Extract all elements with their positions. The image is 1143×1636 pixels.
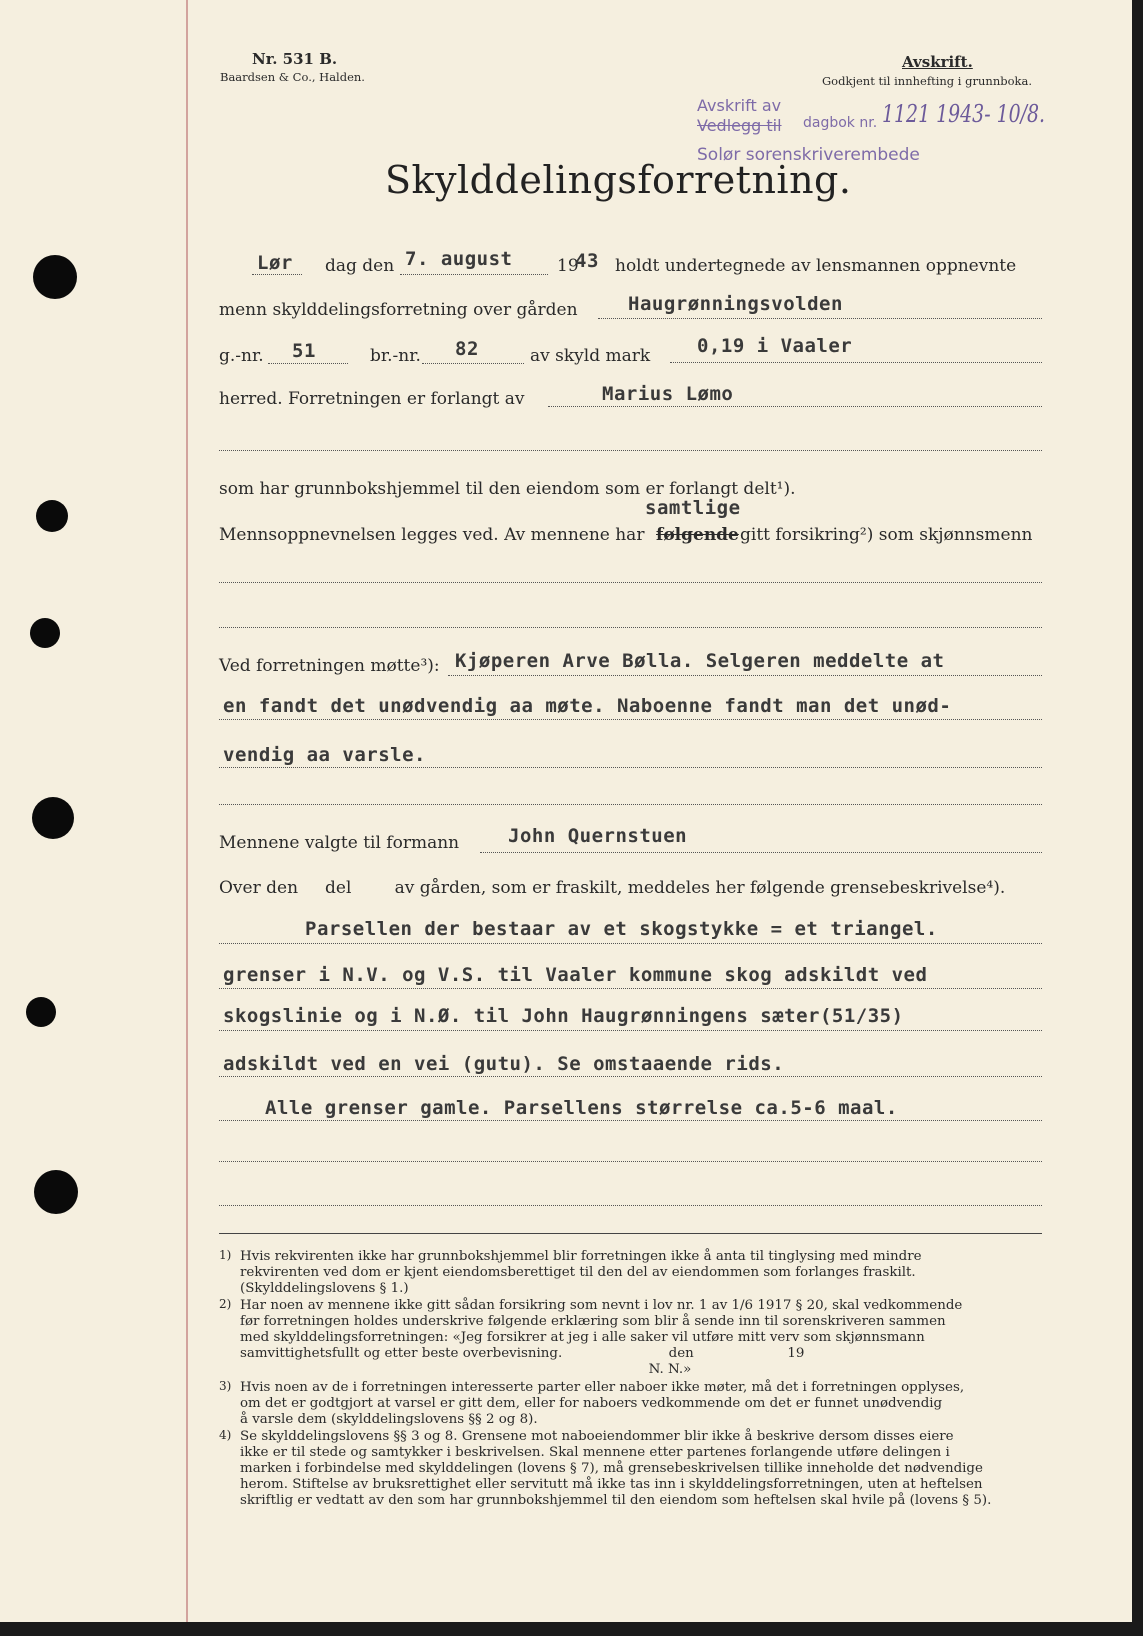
menn-line-b: gitt forsikring²) som skjønnsmenn — [740, 525, 1033, 545]
day-typed: Lør — [257, 252, 293, 274]
requester-name: Marius Lømo — [602, 383, 734, 405]
description-line-1: Parsellen der bestaar av et skogstykke = et triangel. — [305, 918, 938, 940]
footnote-4-line-3: marken i forbindelse med skylddelingen (lovens § 7), må grensebeskrivelsen tillike inneholde det nødvendige — [240, 1461, 983, 1476]
description-line-3: skogslinie og i N.Ø. til John Haugrønningens sæter(51/35) — [223, 1005, 904, 1027]
footnote-3-line-1: Hvis noen av de i forretningen interesserte parter eller naboer ikke møter, må det i forretningen opplyses, — [240, 1380, 965, 1395]
footnote-3-line-2: om det er godtgjort at varsel er gitt dem, eller for naboers vedkommende om det er funnet unødvendig — [240, 1396, 943, 1411]
skyld-value: 0,19 i Vaaler — [697, 335, 853, 357]
farm-label: menn skylddelingsforretning over gården — [219, 300, 578, 320]
scan-edge-right — [1132, 0, 1143, 1636]
avskrift-subtitle: Godkjent til innhefting i grunnboka. — [822, 74, 1032, 88]
dagbok-number: 1121 1943- 10/8. — [882, 100, 1046, 128]
description-line-2: grenser i N.V. og V.S. til Vaaler kommune skog adskildt ved — [223, 964, 928, 986]
description-line-5: Alle grenser gamle. Parsellens størrelse ca.5-6 maal. — [265, 1097, 898, 1119]
footnote-2-line-2: før forretningen holdes underskrive følgende erklæring som blir å sende inn til sorenskriveren sammen — [240, 1314, 946, 1329]
footnote-4-line-2: ikke er til stede og samtykker i beskrivelsen. Skal mennene etter partenes forlangende utføre delingen i — [240, 1445, 950, 1460]
description-line-4: adskildt ved en vei (gutu). Se omstaaende rids. — [223, 1053, 785, 1075]
footnote-1-number: 1) — [219, 1248, 232, 1262]
farm-name: Haugrønningsvolden — [628, 293, 843, 315]
mote-line-1: Kjøperen Arve Bølla. Selgeren meddelte at — [455, 650, 945, 672]
mote-line-2: en fandt det unødvendig aa møte. Naboenne fandt man det unød- — [223, 695, 952, 717]
binder-hole — [30, 618, 60, 648]
footnote-3-line-3: å varsle dem (skylddelingslovens §§ 2 og 8). — [240, 1412, 538, 1427]
footnote-1-line-1: Hvis rekvirenten ikke har grunnbokshjemmel blir forretningen ikke å anta til tinglysing med mindre — [240, 1249, 922, 1264]
formann-name: John Quernstuen — [508, 825, 688, 847]
bnr-label: br.-nr. — [370, 346, 421, 366]
line1-end: holdt undertegnede av lensmannen oppnevnte — [615, 256, 1017, 276]
footnote-4-line-4: herom. Stiftelse av bruksrettighet eller servitutt må ikke tas inn i skylddelingsforretningen, uten at heftelsen — [240, 1477, 983, 1492]
formann-label: Mennene valgte til formann — [219, 833, 460, 853]
margin-line — [186, 0, 188, 1622]
stamp-dagbok-label: dagbok nr. — [803, 115, 878, 131]
footnote-3-number: 3) — [219, 1379, 232, 1393]
footnote-1-line-3: (Skylddelingslovens § 1.) — [240, 1281, 409, 1296]
binder-hole — [33, 255, 77, 299]
binder-hole — [34, 1170, 78, 1214]
year-typed: 43 — [575, 250, 599, 272]
binder-hole — [26, 997, 56, 1027]
stamp-avskrift-av: Avskrift av — [697, 96, 782, 115]
footnote-2-line-5: N. N.» — [240, 1362, 692, 1377]
year-prefix: 19 — [557, 256, 579, 276]
mote-line-3: vendig aa varsle. — [223, 744, 426, 766]
samtlige-typed: samtlige — [645, 497, 741, 519]
footnote-2-line-3: med skylddelingsforretningen: «Jeg forsikrer at jeg i alle saker vil utføre mitt verv som skjønnsmann — [240, 1330, 925, 1345]
footnote-4-line-5: skriftlig er vedtatt av den som har grunnbokshjemmel til den eiendom som heftelsen skal hvile på (lovens § 5). — [240, 1493, 992, 1508]
footnote-2-line-4: samvittighetsfullt og etter beste overbevisning. den 19 — [240, 1346, 805, 1361]
herred-label: herred. Forretningen er forlangt av — [219, 389, 525, 409]
publisher: Baardsen & Co., Halden. — [220, 70, 365, 84]
binder-hole — [36, 500, 68, 532]
mote-label: Ved forretningen møtte³): — [219, 656, 440, 676]
footnote-separator — [219, 1233, 1042, 1234]
skyld-label: av skyld mark — [530, 346, 651, 366]
grunnbok-line: som har grunnbokshjemmel til den eiendom som er forlangt delt¹). — [219, 479, 796, 499]
document-title: Skylddelingsforretning. — [385, 158, 852, 202]
struck-word: følgende — [656, 525, 739, 545]
stamp-office: Solør sorenskriverembede — [697, 145, 920, 165]
form-number: Nr. 531 B. — [252, 50, 338, 68]
day-label: dag den — [325, 256, 395, 276]
footnote-4-line-1: Se skylddelingslovens §§ 3 og 8. Grensene mot naboeiendommer blir ikke å beskrive dersom disses eiere — [240, 1429, 954, 1444]
menn-line-a: Mennsoppnevnelsen legges ved. Av mennene har — [219, 525, 645, 545]
footnote-2-line-1: Har noen av mennene ikke gitt sådan forsikring som nevnt i lov nr. 1 av 1/6 1917 § 20, skal vedkommende — [240, 1298, 963, 1313]
gnr-label: g.-nr. — [219, 346, 264, 366]
binder-hole — [32, 797, 74, 839]
avskrift-title: Avskrift. — [902, 53, 973, 71]
scan-edge-bottom — [0, 1622, 1143, 1636]
over-line: Over den del av gården, som er fraskilt, meddeles her følgende grensebeskrivelse⁴). — [219, 878, 1006, 898]
bnr-value: 82 — [455, 338, 479, 360]
footnote-2-number: 2) — [219, 1297, 232, 1311]
stamp-vedlegg-til: Vedlegg til — [697, 116, 782, 135]
date-typed: 7. august — [405, 248, 513, 270]
footnote-1-line-2: rekvirenten ved dom er kjent eiendomsberettiget til den del av eiendommen som forlanges fraskilt. — [240, 1265, 916, 1280]
footnote-4-number: 4) — [219, 1428, 232, 1442]
gnr-value: 51 — [292, 340, 316, 362]
